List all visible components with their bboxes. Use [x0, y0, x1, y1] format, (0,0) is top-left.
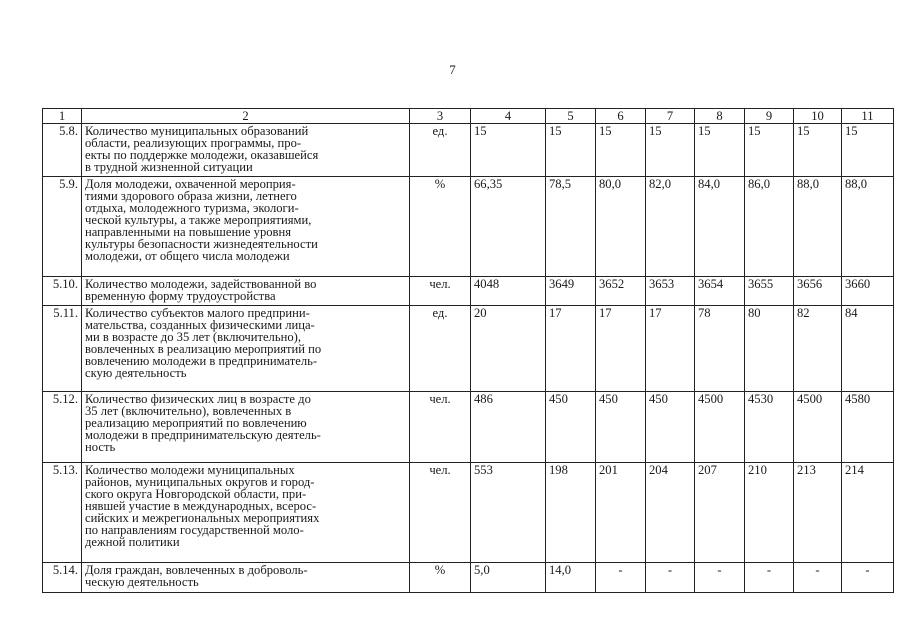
indicator-name-line: скую деятельность: [85, 366, 187, 380]
indicator-name: [82, 392, 410, 463]
unit-cell: %: [410, 177, 471, 277]
value-cell: 4500: [695, 392, 745, 463]
indicator-name-line: области, реализующих программы, про-: [85, 136, 302, 150]
indicator-name-line: молодежи в предпринимательскую деятель-: [85, 428, 321, 442]
value-cell: 3656: [794, 277, 842, 306]
value-cell: 213: [794, 463, 842, 563]
header-cell: 7: [646, 109, 695, 124]
table-row: [43, 124, 894, 177]
table-row: [43, 392, 894, 463]
value-cell: 4530: [745, 392, 794, 463]
value-cell: 210: [745, 463, 794, 563]
value-cell: 15: [596, 124, 646, 177]
indicator-name-line: вовлеченных в реализацию мероприятий по: [85, 342, 322, 356]
indicator-name-line: Количество молодежи, задействованной во: [85, 277, 317, 291]
value-cell: 15: [842, 124, 894, 177]
indicator-name: [82, 563, 410, 593]
header-cell: 1: [43, 109, 82, 124]
indicator-name-line: по направлениям государственной моло-: [85, 523, 304, 537]
indicator-name-line: дежной политики: [85, 535, 180, 549]
value-cell: 450: [546, 392, 596, 463]
unit-cell: чел.: [410, 277, 471, 306]
value-cell: 3654: [695, 277, 745, 306]
value-cell: 553: [471, 463, 546, 563]
header-cell: 6: [596, 109, 646, 124]
indicator-name-line: ческую деятельность: [85, 575, 199, 589]
value-cell: 17: [596, 306, 646, 392]
header-cell: 8: [695, 109, 745, 124]
indicator-name-line: нявшей участие в международных, всерос-: [85, 499, 317, 513]
row-number: 5.9.: [43, 177, 82, 277]
value-cell: 3660: [842, 277, 894, 306]
value-cell: -: [646, 563, 695, 593]
value-cell: 4500: [794, 392, 842, 463]
indicator-name-line: отдыха, молодежного туризма, экологи-: [85, 201, 299, 215]
unit-cell: ед.: [410, 124, 471, 177]
table-row: [43, 277, 894, 306]
value-cell: 86,0: [745, 177, 794, 277]
table-row: [43, 563, 894, 593]
value-cell: 3655: [745, 277, 794, 306]
value-cell: 3649: [546, 277, 596, 306]
table-body: [43, 109, 894, 593]
header-cell: 2: [82, 109, 410, 124]
header-row: [43, 109, 894, 124]
indicator-name-line: ность: [85, 440, 116, 454]
header-cell: 3: [410, 109, 471, 124]
indicator-name-line: Доля молодежи, охваченной мероприя-: [85, 177, 296, 191]
header-cell: 9: [745, 109, 794, 124]
value-cell: 80: [745, 306, 794, 392]
header-cell: 10: [794, 109, 842, 124]
row-number: 5.12.: [43, 392, 82, 463]
value-cell: 14,0: [546, 563, 596, 593]
header-cell: 5: [546, 109, 596, 124]
unit-cell: чел.: [410, 392, 471, 463]
value-cell: 82,0: [646, 177, 695, 277]
header-cell: 4: [471, 109, 546, 124]
row-number: 5.13.: [43, 463, 82, 563]
value-cell: 15: [695, 124, 745, 177]
value-cell: 17: [646, 306, 695, 392]
value-cell: 3652: [596, 277, 646, 306]
value-cell: 88,0: [842, 177, 894, 277]
indicator-name: [82, 306, 410, 392]
unit-cell: ед.: [410, 306, 471, 392]
indicator-name-line: в трудной жизненной ситуации: [85, 160, 253, 174]
indicator-name-line: реализацию мероприятий по вовлечению: [85, 416, 307, 430]
indicator-name-line: сийских и межрегиональных мероприятиях: [85, 511, 320, 525]
table-row: [43, 177, 894, 277]
value-cell: 3653: [646, 277, 695, 306]
value-cell: 4048: [471, 277, 546, 306]
row-number: 5.11.: [43, 306, 82, 392]
row-number: 5.8.: [43, 124, 82, 177]
table-row: [43, 463, 894, 563]
indicator-name-line: 35 лет (включительно), вовлеченных в: [85, 404, 292, 418]
indicator-name-line: направленными на повышение уровня: [85, 225, 292, 239]
value-cell: 15: [546, 124, 596, 177]
table-row: [43, 306, 894, 392]
indicator-name: [82, 277, 410, 306]
indicator-name-line: Доля граждан, вовлеченных в доброволь-: [85, 563, 308, 577]
indicator-name-line: ми в возрасте до 35 лет (включительно),: [85, 330, 301, 344]
indicator-name-line: ского округа Новгородской области, при-: [85, 487, 307, 501]
value-cell: 82: [794, 306, 842, 392]
unit-cell: %: [410, 563, 471, 593]
value-cell: 214: [842, 463, 894, 563]
indicator-name-line: молодежи, от общего числа молодежи: [85, 249, 290, 263]
indicator-table: [42, 108, 894, 593]
indicator-name-line: вовлечению молодежи в предприниматель-: [85, 354, 318, 368]
value-cell: 80,0: [596, 177, 646, 277]
row-number: 5.10.: [43, 277, 82, 306]
value-cell: -: [842, 563, 894, 593]
value-cell: 15: [794, 124, 842, 177]
indicator-name-line: ческой культуры, а также мероприятиями,: [85, 213, 312, 227]
indicator-name: [82, 463, 410, 563]
indicator-name-line: Количество субъектов малого предприни-: [85, 306, 310, 320]
page-number: 7: [449, 62, 456, 77]
value-cell: 450: [646, 392, 695, 463]
header-cell: 11: [842, 109, 894, 124]
value-cell: 207: [695, 463, 745, 563]
value-cell: 78: [695, 306, 745, 392]
value-cell: 198: [546, 463, 596, 563]
value-cell: 15: [745, 124, 794, 177]
value-cell: 5,0: [471, 563, 546, 593]
value-cell: 201: [596, 463, 646, 563]
indicator-name-line: районов, муниципальных округов и город-: [85, 475, 315, 489]
indicator-name-line: Количество физических лиц в возрасте до: [85, 392, 311, 406]
value-cell: 17: [546, 306, 596, 392]
value-cell: 78,5: [546, 177, 596, 277]
value-cell: 88,0: [794, 177, 842, 277]
value-cell: 204: [646, 463, 695, 563]
value-cell: 20: [471, 306, 546, 392]
value-cell: 15: [471, 124, 546, 177]
value-cell: 84: [842, 306, 894, 392]
value-cell: 84,0: [695, 177, 745, 277]
indicator-name-line: екты по поддержке молодежи, оказавшейся: [85, 148, 319, 162]
value-cell: -: [596, 563, 646, 593]
indicator-name: [82, 124, 410, 177]
indicator-name: [82, 177, 410, 277]
value-cell: 66,35: [471, 177, 546, 277]
indicator-name-line: Количество муниципальных образований: [85, 124, 309, 138]
indicator-name-line: временную форму трудоустройства: [85, 289, 276, 303]
value-cell: -: [745, 563, 794, 593]
indicator-name-line: Количество молодежи муниципальных: [85, 463, 295, 477]
unit-cell: чел.: [410, 463, 471, 563]
row-number: 5.14.: [43, 563, 82, 593]
value-cell: 15: [646, 124, 695, 177]
value-cell: -: [794, 563, 842, 593]
indicator-name-line: мательства, созданных физическими лица-: [85, 318, 315, 332]
value-cell: 4580: [842, 392, 894, 463]
indicator-name-line: культуры безопасности жизнедеятельности: [85, 237, 318, 251]
value-cell: 450: [596, 392, 646, 463]
value-cell: 486: [471, 392, 546, 463]
indicator-name-line: тиями здорового образа жизни, летнего: [85, 189, 297, 203]
value-cell: -: [695, 563, 745, 593]
